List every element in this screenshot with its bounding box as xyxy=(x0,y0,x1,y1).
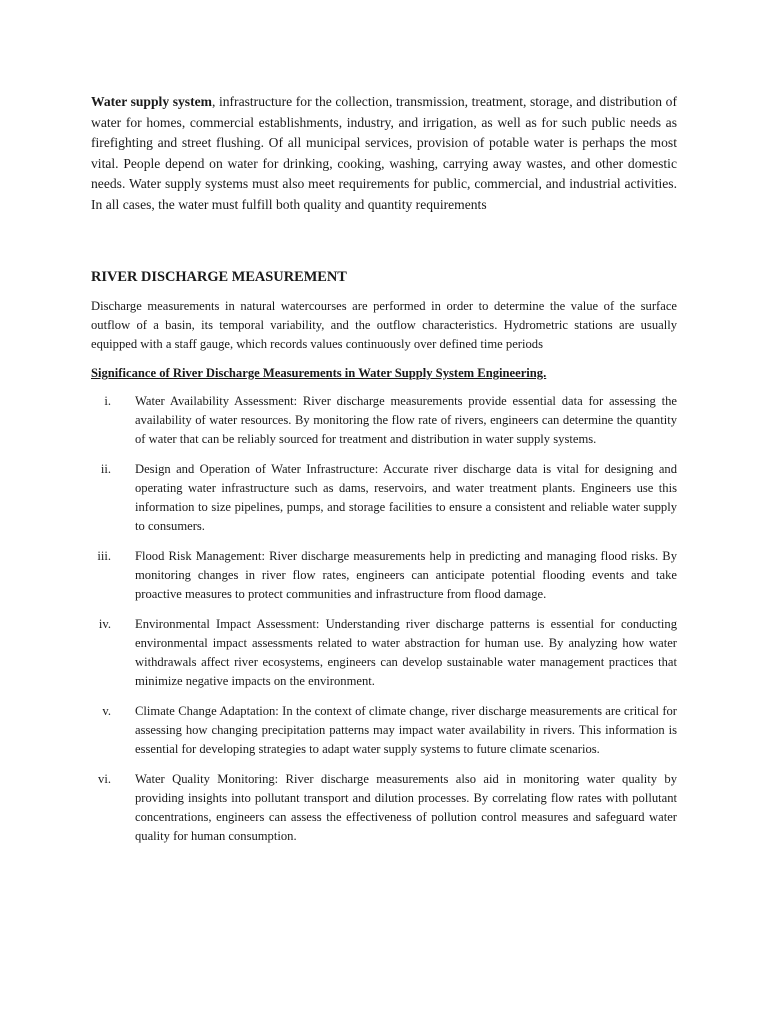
list-item-text: Flood Risk Management: River discharge measurements help in predicting and managing flood risks. By monitoring changes in river flow rates, engineers can anticipate potential flooding events and take proactive measures to protect communities and infrastructure from flood damage. xyxy=(135,549,677,601)
document-page xyxy=(91,92,677,857)
list-item xyxy=(91,392,677,449)
list-marker: vi. xyxy=(98,772,111,786)
list-marker: ii. xyxy=(100,462,111,476)
list-item-text: Climate Change Adaptation: In the context of climate change, river discharge measurements are critical for assessing how changing precipitation patterns may impact water availability in rivers. This information is essential for developing strategies to adapt water supply systems to future climate scenarios. xyxy=(135,704,677,756)
list-item-text: Environmental Impact Assessment: Understanding river discharge patterns is essential for conducting environmental impact assessments related to water abstraction for human use. By analyzing how water withdrawals affect river ecosystems, engineers can develop sustainable water management practices that minimize negative impacts on the environment. xyxy=(135,617,677,688)
intro-paragraph xyxy=(91,92,677,215)
subsection-heading: Significance of River Discharge Measurements in Water Supply System Engineering. xyxy=(91,366,547,380)
intro-term: Water supply system xyxy=(91,94,212,109)
list-marker: v. xyxy=(102,704,111,718)
list-marker: i. xyxy=(104,394,111,408)
intro-text: , infrastructure for the collection, transmission, treatment, storage, and distribution of water for homes, commercial establishments, industry, and irrigation, as well as for such public needs as firefighting and street flushing. Of all municipal services, provision of potable water is perhaps the most vital. People depend on water for drinking, cooking, washing, carrying away wastes, and other domestic needs. Water supply systems must also meet requirements for public, commercial, and industrial activities. In all cases, the water must fulfill both quality and quantity requirements xyxy=(91,94,678,212)
list-item xyxy=(91,615,677,691)
list-item xyxy=(91,702,677,759)
list-item-text: Water Quality Monitoring: River discharge measurements also aid in monitoring water quality by providing insights into pollutant transport and dilution processes. By correlating flow rates with pollutant concentrations, engineers can assess the effectiveness of pollution control measures and safeguard water quality for human consumption. xyxy=(135,772,677,843)
list-marker: iii. xyxy=(97,549,111,563)
significance-list xyxy=(91,392,677,846)
list-item xyxy=(91,770,677,846)
list-item xyxy=(91,460,677,536)
section-paragraph: Discharge measurements in natural watercourses are performed in order to determine the value of the surface outflow of a basin, its temporal variability, and the outflow characteristics. Hydrometric stations are usually equipped with a staff gauge, which records values continuously over defined time periods xyxy=(91,299,677,351)
list-item-text: Water Availability Assessment: River discharge measurements provide essential data for assessing the availability of water resources. By monitoring the flow rate of rivers, engineers can determine the quantity of water that can be reliably sourced for treatment and distribution in water supply systems. xyxy=(135,394,677,446)
list-item-text: Design and Operation of Water Infrastructure: Accurate river discharge data is vital for designing and operating water infrastructure such as dams, reservoirs, and water treatment plants. Engineers use this information to size pipelines, pumps, and storage facilities to ensure a consistent and reliable water supply to consumers. xyxy=(135,462,677,533)
section-heading: RIVER DISCHARGE MEASUREMENT xyxy=(91,269,347,285)
list-item xyxy=(91,547,677,604)
list-marker: iv. xyxy=(98,617,111,631)
